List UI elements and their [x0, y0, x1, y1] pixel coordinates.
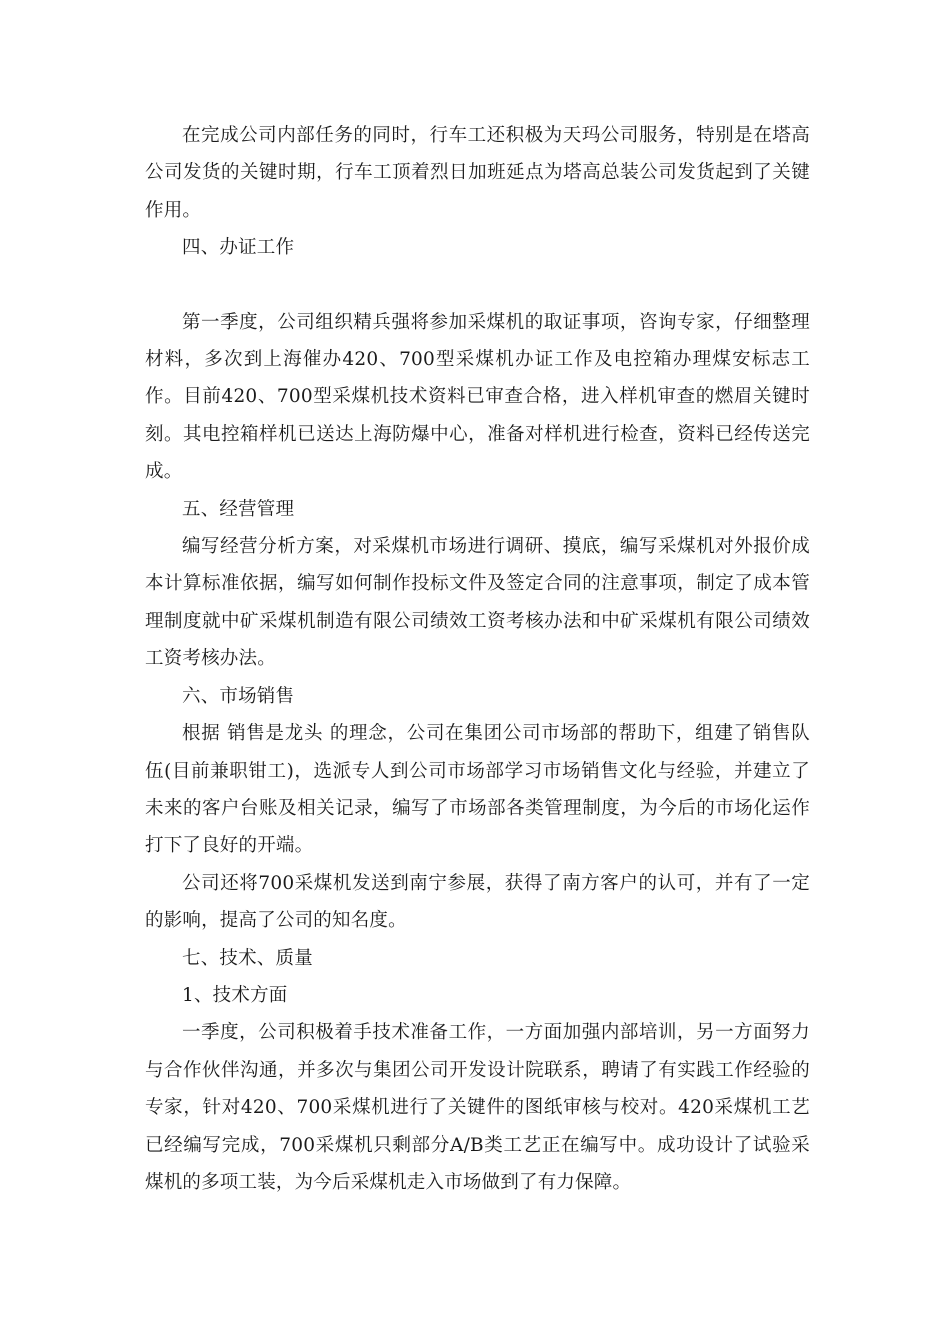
paragraph-technology: 一季度，公司积极着手技术准备工作，一方面加强内部培训，另一方面努力与合作伙伴沟通，并多次与集团公司开发设计院联系，聘请了有实践工作经验的专家，针对420、700采煤机进行了关键件的图纸审核与校对。420采煤机工艺已经编写完成，700采煤机只剩部分A/B类工艺正在编写中。成功设计了试验采煤机的多项工装，为今后采煤机走入市场做到了有力保障。 [145, 1022, 810, 1193]
section-heading-management: 五、经营管理 [182, 498, 295, 520]
blank-line [145, 267, 810, 304]
subsection-heading-technology: 1、技术方面 [182, 984, 288, 1006]
document-body [145, 117, 810, 1201]
section-heading-certification: 四、办证工作 [182, 237, 295, 259]
section-heading-technology-quality: 七、技术、质量 [182, 947, 313, 969]
paragraph-certification: 第一季度，公司组织精兵强将参加采煤机的取证事项，咨询专家，仔细整理材料，多次到上海催办420、700型采煤机办证工作及电控箱办理煤安标志工作。目前420、700型采煤机技术资料已审查合格，进入样机审查的燃眉关键时刻。其电控箱样机已送达上海防爆中心，准备对样机进行检查，资料已经传送完成。 [145, 311, 810, 483]
paragraph-sales: 根据 销售是龙头 的理念，公司在集团公司市场部的帮助下，组建了销售队伍(目前兼职钳工)，选派专人到公司市场部学习市场销售文化与经验，并建立了未来的客户台账及相关记录，编写了市场部各类管理制度，为今后的市场化运作打下了良好的开端。 [145, 723, 810, 857]
section-heading-sales: 六、市场销售 [182, 685, 295, 707]
paragraph-exhibition: 公司还将700采煤机发送到南宁参展，获得了南方客户的认可，并有了一定的影响，提高了公司的知名度。 [145, 872, 810, 932]
paragraph-management: 编写经营分析方案，对采煤机市场进行调研、摸底，编写采煤机对外报价成本计算标准依据，编写如何制作投标文件及签定合同的注意事项，制定了成本管理制度就中矿采煤机制造有限公司绩效工资考核办法和中矿采煤机有限公司绩效工资考核办法。 [145, 536, 810, 670]
paragraph-crane-work: 在完成公司内部任务的同时，行车工还积极为天玛公司服务，特别是在塔高公司发货的关键时期，行车工顶着烈日加班延点为塔高总装公司发货起到了关键作用。 [145, 125, 810, 221]
